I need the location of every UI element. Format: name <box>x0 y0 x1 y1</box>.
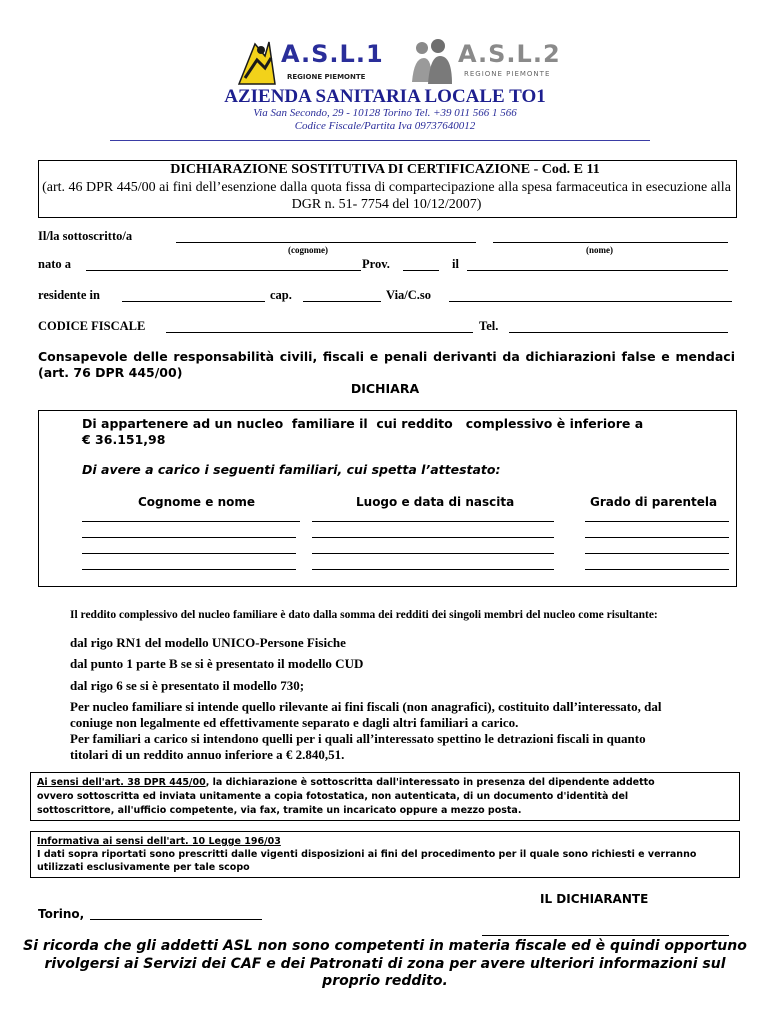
col-name: Cognome e nome <box>138 495 255 509</box>
form-subtitle: (art. 46 DPR 445/00 ai fini dell’esenzione dalla quota fissa di compartecipazione alla spesa farmaceutica in esecuzione alla DGR n. 51- 7754 del 10/12/2007) <box>42 180 731 212</box>
income-threshold-text: Di appartenere ad un nucleo familiare il cui reddito complessivo è inferiore a <box>82 416 644 431</box>
fiscal-code-label: CODICE FISCALE <box>38 319 146 333</box>
asl2-logo-text: A.S.L.2 <box>458 40 561 68</box>
org-address: Via San Secondo, 29 - 10128 Torino Tel. +39 011 566 1 566 <box>253 107 517 119</box>
dependent-name-field-3[interactable] <box>82 553 296 554</box>
col-relation: Grado di parentela <box>590 495 718 509</box>
nucleus-def-1: Per nucleo familiare si intende quello rilevante ai fini fiscali (non anagrafici), costituito dall’interessato, dal <box>70 699 662 714</box>
dependent-relation-field-2[interactable] <box>585 537 729 538</box>
law-reference: Ai sensi dell'art. 38 DPR 445/00 <box>37 777 206 788</box>
income-item-3: dal rigo 6 se si è presentato il modello 730; <box>70 678 305 693</box>
closing-line-3: proprio reddito. <box>322 973 448 989</box>
dependent-relation-field-3[interactable] <box>585 553 729 554</box>
zip-field[interactable] <box>303 301 381 302</box>
dependent-birth-field-4[interactable] <box>312 569 554 570</box>
place-label: Torino, <box>38 907 85 921</box>
nucleus-def-2: coniuge non legalmente ed effettivamente separato e dagli altri familiari a carico. <box>70 715 519 730</box>
asl2-logo <box>408 38 561 88</box>
col-birth: Luogo e data di nascita <box>356 495 515 509</box>
org-tax-code: Codice Fiscale/Partita Iva 09737640012 <box>294 120 476 132</box>
street-label: Via/C.so <box>386 288 432 302</box>
surname-hint: (cognome) <box>288 245 328 255</box>
dependent-name-field-2[interactable] <box>82 537 296 538</box>
dependent-birth-field-2[interactable] <box>312 537 554 538</box>
dependent-name-field-4[interactable] <box>82 569 296 570</box>
birthdate-label: il <box>452 257 459 271</box>
privacy-line-1: I dati sopra riportati sono prescritti dalle vigenti disposizioni ai fini del procedimento per il quale sono richiesti e verranno <box>37 849 697 860</box>
date-field[interactable] <box>90 919 262 920</box>
dependents-text: Di avere a carico i seguenti familiari, cui spetta l’attestato: <box>82 462 501 477</box>
income-threshold-amount: € 36.151,98 <box>82 432 166 447</box>
fiscal-code-field[interactable] <box>166 332 473 333</box>
awareness-text: Consapevole delle responsabilità civili, fiscali e penali derivanti da dichiarazioni false e mendaci (art. 76 DPR 445/00) <box>38 349 735 380</box>
dependent-birth-field-1[interactable] <box>312 521 554 522</box>
street-field[interactable] <box>449 301 732 302</box>
income-intro: Il reddito complessivo del nucleo familiare è dato dalla somma dei redditi dei singoli membri del nucleo come risultante: <box>70 609 658 621</box>
closing-line-1: Si ricorda che gli addetti ASL non sono competenti in materia fiscale ed è quindi opportuno <box>23 938 747 954</box>
prov-field[interactable] <box>403 270 439 271</box>
dependent-birth-field-3[interactable] <box>312 553 554 554</box>
undersigned-label: Il/la sottoscritto/a <box>38 229 133 243</box>
law-notice-line-3: sottoscrittore, all'ufficio competente, via fax, tramite un incaricato oppure a mezzo posta. <box>37 805 522 816</box>
born-in-label: nato a <box>38 257 71 271</box>
form-title: DICHIARAZIONE SOSTITUTIVA DI CERTIFICAZIONE - Cod. E 11 <box>170 162 600 177</box>
signature-field[interactable] <box>482 935 729 936</box>
name-field[interactable] <box>493 242 728 243</box>
dependent-relation-field-4[interactable] <box>585 569 729 570</box>
asl1-logo-sub: REGIONE PIEMONTE <box>287 73 366 81</box>
declares-heading: DICHIARA <box>350 381 420 396</box>
surname-field[interactable] <box>176 242 476 243</box>
asl1-logo-text: A.S.L.1 <box>281 40 384 68</box>
income-item-2: dal punto 1 parte B se si è presentato il modello CUD <box>70 656 364 671</box>
law-notice-line-1-rest: , la dichiarazione è sottoscritta dall'interessato in presenza del dipendente addetto <box>205 777 655 788</box>
header-divider <box>110 140 650 141</box>
law-notice-line-2: ovvero sottoscritta ed inviata unitamente a copia fotostatica, non autenticata, di un documento d'identità del <box>37 791 629 802</box>
phone-label: Tel. <box>479 319 499 333</box>
declarant-label: IL DICHIARANTE <box>540 892 649 906</box>
dependent-name-field-1[interactable] <box>82 521 300 522</box>
birthdate-field[interactable] <box>467 270 728 271</box>
name-hint: (nome) <box>586 245 613 255</box>
dependents-def-1: Per familiari a carico si intendono quelli per i quali all’interessato spettino le detrazioni fiscali in quanto <box>70 731 646 746</box>
dependent-relation-field-1[interactable] <box>585 521 729 522</box>
phone-field[interactable] <box>509 332 728 333</box>
closing-line-2: rivolgersi ai Servizi dei CAF e dei Patronati di zona per avere ulteriori informazioni sul <box>44 956 726 972</box>
resident-label: residente in <box>38 288 100 302</box>
privacy-line-2: utilizzati esclusivamente per tale scopo <box>37 862 250 873</box>
org-name: AZIENDA SANITARIA LOCALE TO1 <box>224 86 546 107</box>
law-notice-line-1 <box>37 777 655 788</box>
asl2-logo-sub: REGIONE PIEMONTE <box>464 70 551 78</box>
privacy-heading: Informativa ai sensi dell'art. 10 Legge 196/03 <box>37 836 281 847</box>
residence-field[interactable] <box>122 301 265 302</box>
prov-label: Prov. <box>362 257 390 271</box>
birthplace-field[interactable] <box>86 270 361 271</box>
zip-label: cap. <box>270 288 292 302</box>
asl1-logo <box>235 38 384 88</box>
asl2-people-icon <box>408 38 458 88</box>
income-item-1: dal rigo RN1 del modello UNICO-Persone Fisiche <box>70 635 346 650</box>
dependents-def-2: titolari di un reddito annuo inferiore a € 2.840,51. <box>70 747 345 762</box>
